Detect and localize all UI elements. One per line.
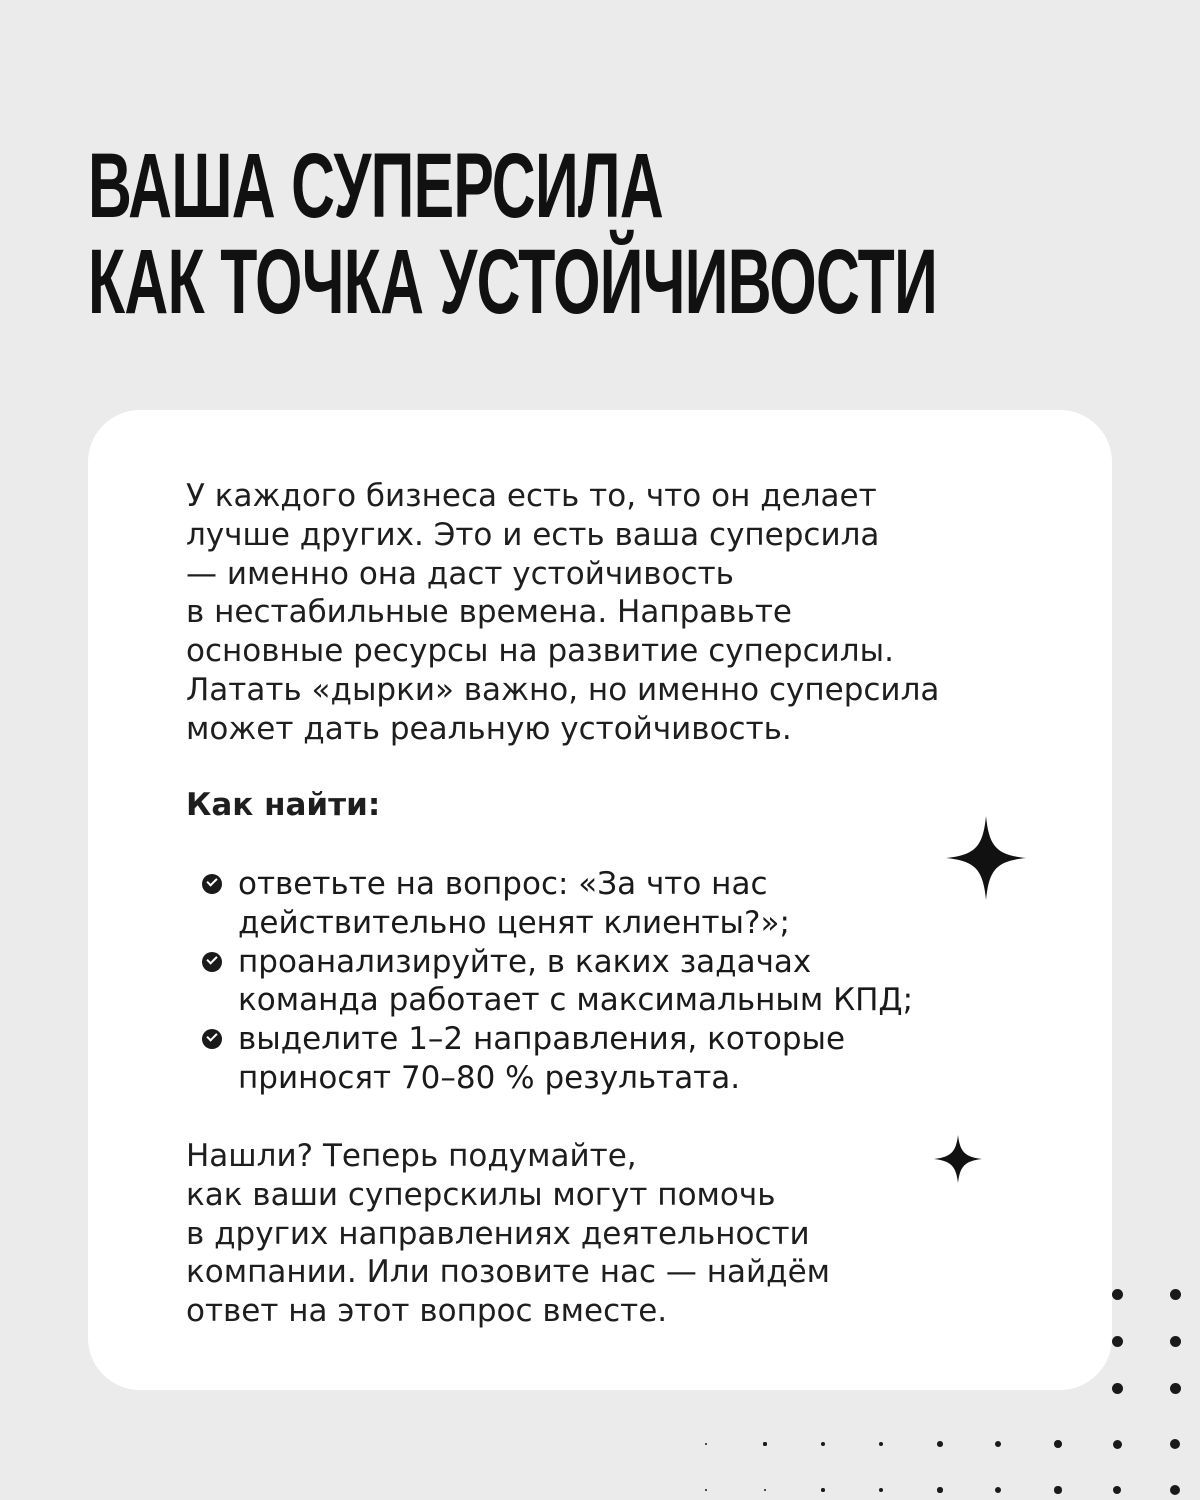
pattern-dot xyxy=(1112,1336,1123,1347)
pattern-dot xyxy=(705,1443,707,1445)
pattern-dot xyxy=(1170,1289,1181,1300)
list-item-line: команда работает с максимальным КПД; xyxy=(238,982,914,1019)
pattern-dot xyxy=(821,1442,825,1446)
list-item xyxy=(198,865,913,943)
list-item-line: проанализируйте, в каких задачах xyxy=(238,943,812,980)
intro-line: — именно она даст устойчивость xyxy=(186,555,734,592)
pattern-dot xyxy=(1170,1439,1180,1449)
check-circle-icon xyxy=(202,1029,222,1049)
pattern-dot xyxy=(1170,1336,1181,1347)
how-to-find-heading: Как найти: xyxy=(186,787,381,823)
title-line-1: ВАША СУПЕРСИЛА xyxy=(88,135,664,237)
list-item-line: действительно ценят клиенты?»; xyxy=(238,904,790,941)
check-circle-icon xyxy=(202,874,222,894)
pattern-dot xyxy=(705,1489,707,1491)
sparkle-icon xyxy=(934,1135,982,1183)
pattern-dot xyxy=(1112,1289,1123,1300)
pattern-dot xyxy=(1113,1486,1122,1495)
pattern-dot xyxy=(937,1487,942,1492)
list-item-line: выделите 1–2 направления, которые xyxy=(238,1021,846,1058)
pattern-dot xyxy=(995,1441,1001,1447)
intro-line: основные ресурсы на развитие суперсилы. xyxy=(186,633,894,670)
list-item-line: ответьте на вопрос: «За что нас xyxy=(238,866,768,902)
pattern-dot xyxy=(879,1488,883,1492)
how-to-find-list xyxy=(198,865,913,1098)
intro-line: У каждого бизнеса есть то, что он делает xyxy=(186,478,877,514)
outro-line: в других направлениях деятельности xyxy=(186,1215,810,1252)
pattern-dot xyxy=(1170,1485,1180,1495)
outro-line: ответ на этот вопрос вместе. xyxy=(186,1293,668,1330)
outro-line: Нашли? Теперь подумайте, xyxy=(186,1138,637,1174)
intro-paragraph xyxy=(186,477,1066,749)
title-line-2: КАК ТОЧКА УСТОЙЧИВОСТИ xyxy=(88,231,938,333)
intro-line: в нестабильные времена. Направьте xyxy=(186,594,792,631)
pattern-dot xyxy=(764,1489,767,1492)
pattern-dot xyxy=(1054,1486,1061,1493)
pattern-dot xyxy=(1113,1440,1122,1449)
list-item-line: приносят 70–80 % результата. xyxy=(238,1059,741,1096)
pattern-dot xyxy=(1170,1383,1181,1394)
list-item xyxy=(198,943,913,1021)
pattern-dot xyxy=(1112,1383,1123,1394)
list-item xyxy=(198,1020,913,1098)
pattern-dot xyxy=(763,1442,766,1445)
pattern-dot xyxy=(937,1441,943,1447)
intro-line: Латать «дырки» важно, но именно суперсила xyxy=(186,671,940,708)
intro-line: может дать реальную устойчивость. xyxy=(186,710,792,747)
page-title xyxy=(88,135,938,333)
sparkle-icon xyxy=(946,816,1026,900)
content-card xyxy=(88,410,1112,1390)
outro-line: компании. Или позовите нас — найдём xyxy=(186,1254,831,1291)
intro-line: лучше других. Это и есть ваша суперсила xyxy=(186,516,880,553)
pattern-dot xyxy=(995,1487,1001,1493)
pattern-dot xyxy=(1054,1440,1062,1448)
check-circle-icon xyxy=(202,952,222,972)
pattern-dot xyxy=(821,1488,825,1492)
pattern-dot xyxy=(879,1442,884,1447)
outro-line: как ваши суперскилы могут помочь xyxy=(186,1176,776,1213)
